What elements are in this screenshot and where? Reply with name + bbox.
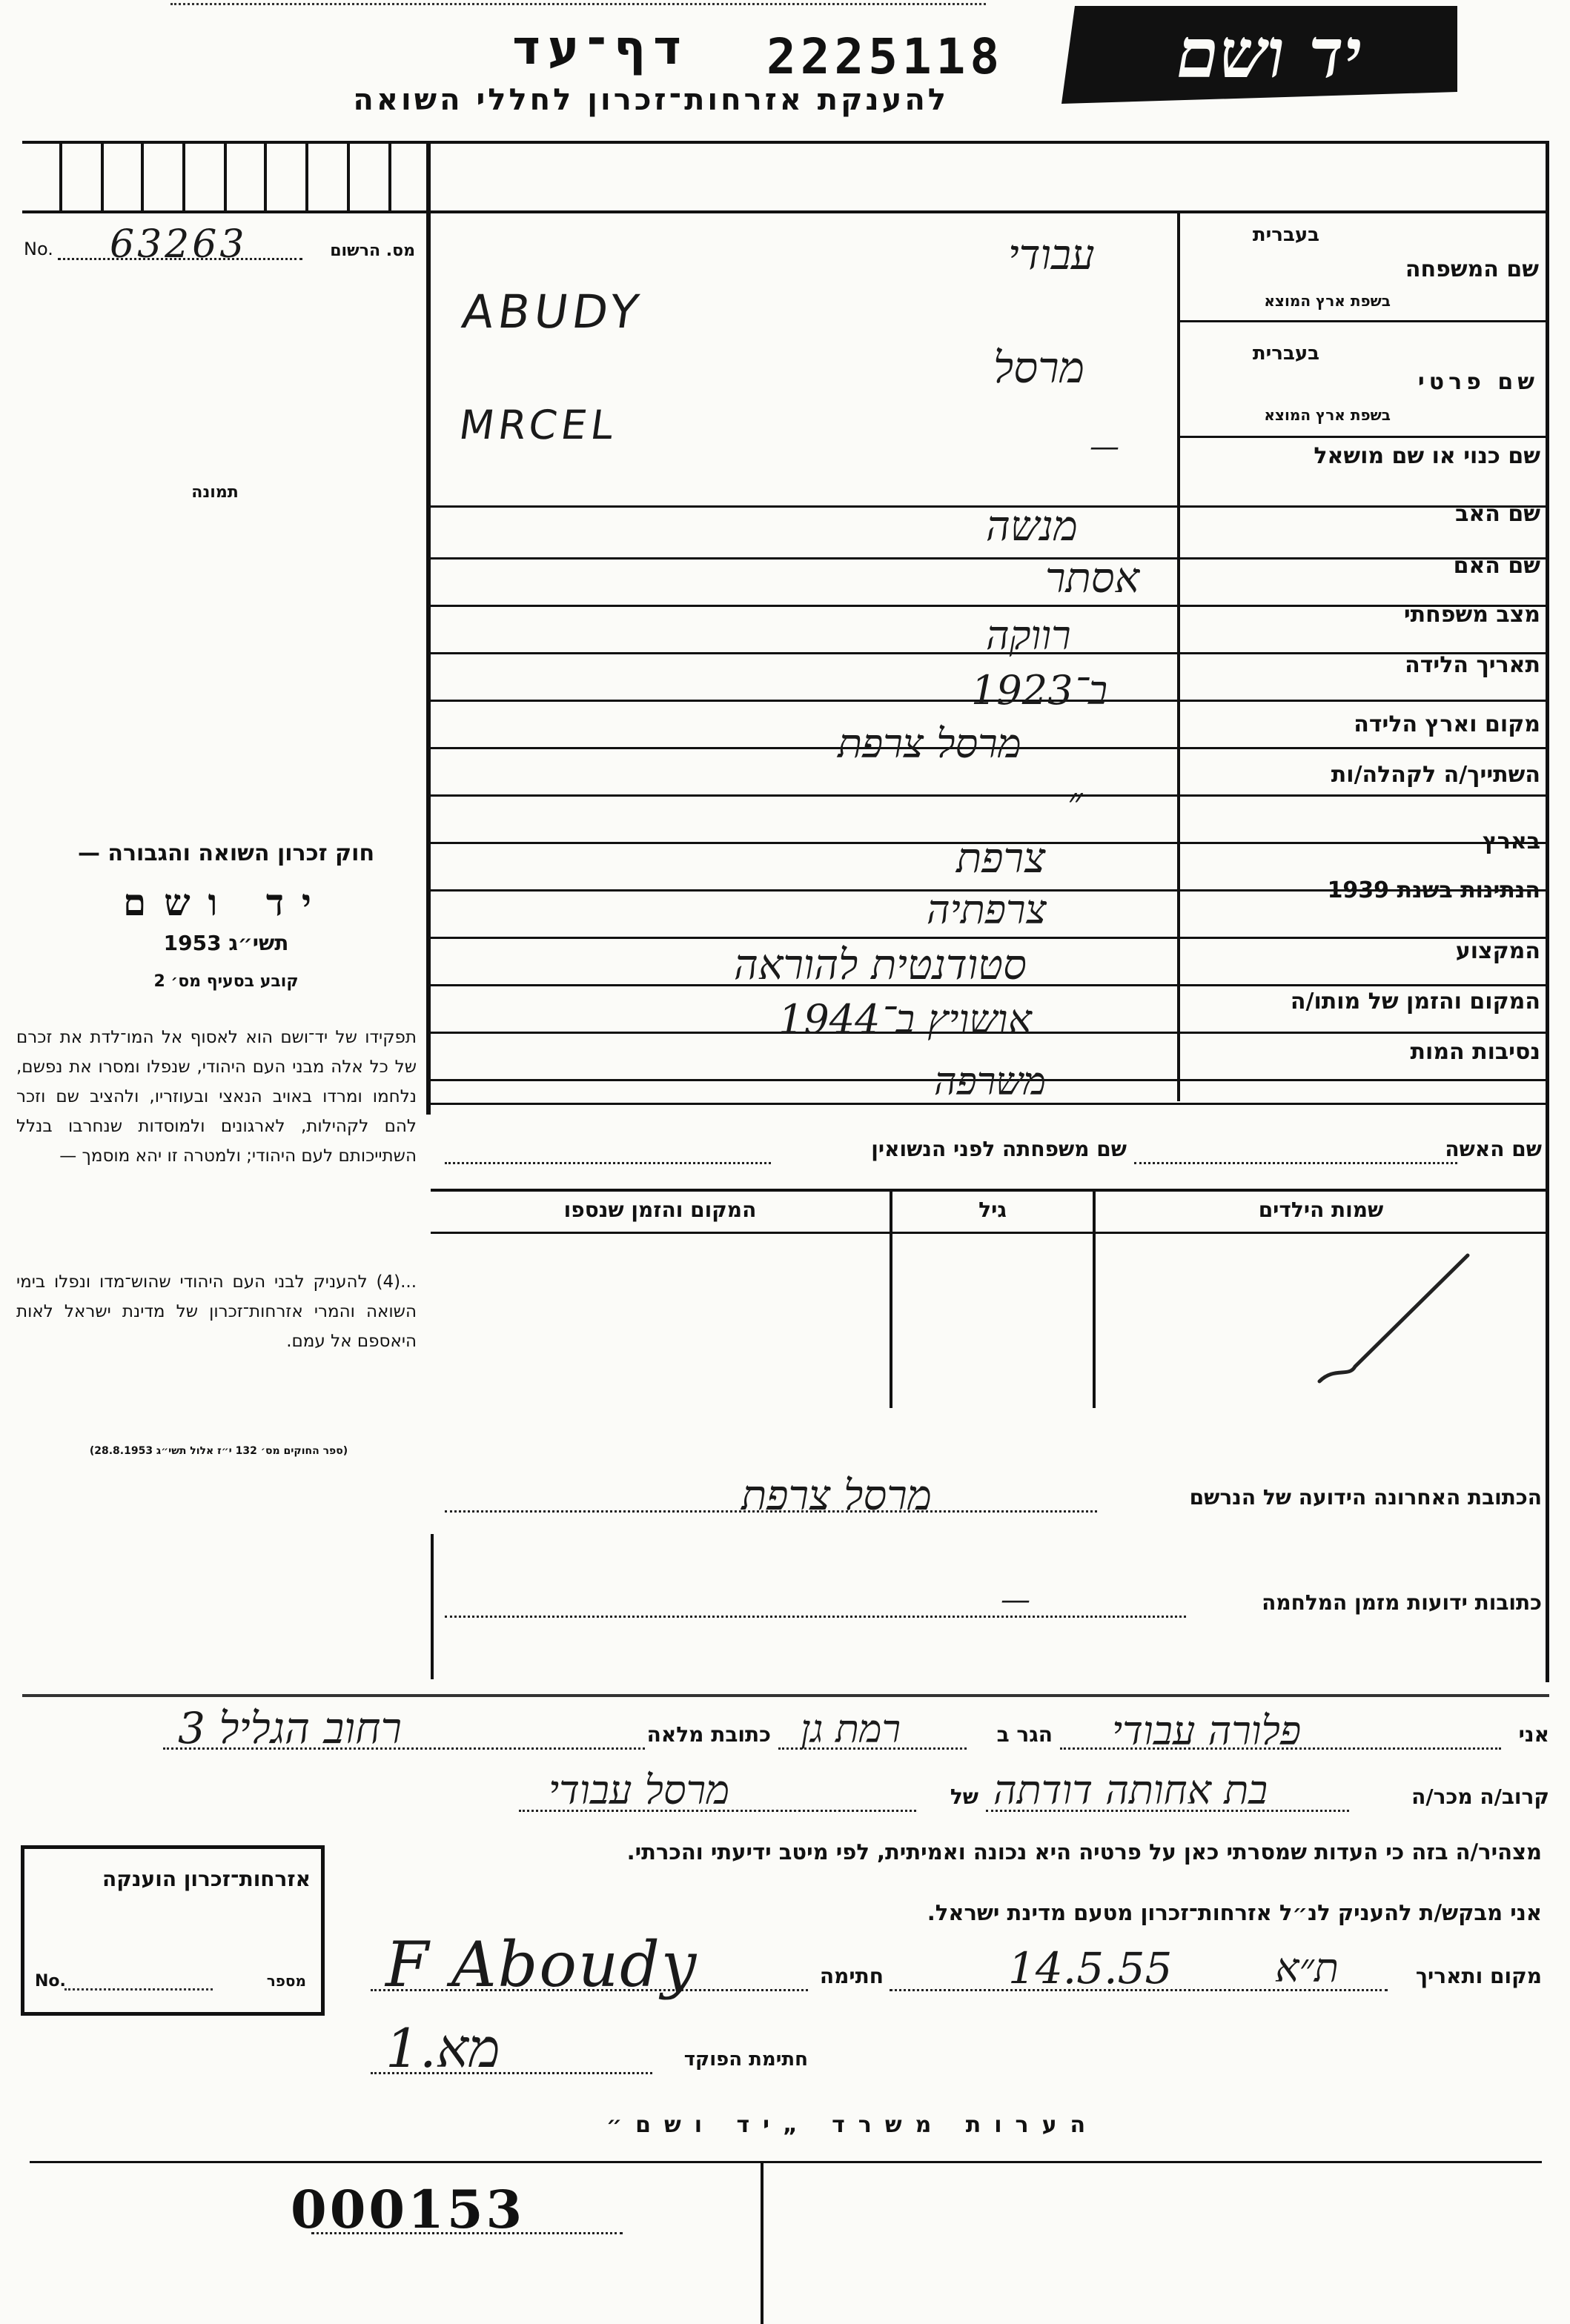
request-text: אני מבקש/ת להעניק לנ״ל אזרחות־זכרון מטעם מדינת ישראל. — [927, 1900, 1542, 1925]
country-label: בארץ — [1482, 829, 1540, 854]
birthplace-value: מרסל צרפת — [838, 720, 1021, 767]
officer-signature: מא.1 — [385, 2017, 500, 2079]
relation-of-label: של — [950, 1784, 978, 1809]
children-age-header: גיל — [978, 1198, 1007, 1222]
hatch-block — [22, 142, 426, 212]
last-address-value: מרסל צרפת — [741, 1472, 932, 1520]
declarant-city: רמת גן — [801, 1707, 901, 1752]
children-strikethrough — [1312, 1248, 1490, 1396]
marital-status-label: מצב משפחתי — [1403, 602, 1540, 628]
law-source: (ספר החוקים מס׳ 132 י״ז אלול תשי״ג 28.8.1953) — [89, 1445, 348, 1457]
full-address-label: כתובת מלאה — [646, 1722, 771, 1747]
in-hebrew-label-1: בעברית — [1252, 224, 1319, 246]
serial-number: 000153 — [291, 2179, 526, 2240]
last-address-label: הכתובת האחרונה הידועה של הנרשם — [1189, 1485, 1542, 1510]
death-cause-label: נסיבות המות — [1410, 1039, 1540, 1065]
community-label: השתייך/ה לקהלה/ות — [1331, 762, 1540, 788]
mother-label: שם האם — [1453, 553, 1540, 579]
law-section: קובע בסעיף מס׳ 2 — [153, 972, 299, 991]
war-address-label: כתובות ידועות מזמן המלחמה — [1262, 1590, 1542, 1615]
registration-no-label: No. — [24, 239, 53, 259]
place-date-label: מקום ותאריך — [1415, 1964, 1542, 1988]
doc-number: 2225118 — [766, 28, 1004, 85]
declarant-name: פלורה עבודי — [1112, 1707, 1302, 1754]
wife-maiden-label: שם משפחתה לפני הנשואין — [871, 1137, 1127, 1161]
declarant-signature: F Aboudy — [385, 1928, 698, 2001]
father-label: שם האב — [1455, 501, 1540, 527]
father-value: מנשה — [986, 502, 1078, 551]
surname-latin: ABUDY — [458, 285, 646, 339]
citizenship-label: הנתינות בשנת 1939 — [1327, 877, 1540, 903]
firstname-latin: MRCEL — [456, 402, 621, 448]
yad-vashem-logo — [1061, 3, 1457, 107]
death-place-label: המקום והזמן של מותו/ה — [1290, 989, 1540, 1015]
signature-label: חתימה — [819, 1964, 884, 1988]
firstname-hebrew: מרסל — [993, 342, 1084, 393]
stamp-box-mispar: מספר — [266, 1972, 306, 1990]
birthplace-label: מקום וארץ הלידה — [1354, 711, 1540, 737]
declaration-place: ת״א — [1275, 1945, 1339, 1991]
relation-label: קרוב/ה מכר/ה — [1411, 1784, 1549, 1809]
relation-value: בת אחותה דודתה — [993, 1767, 1268, 1813]
resides-label: הגר ב — [996, 1722, 1053, 1747]
stamp-box-title: אזרחות־זכרון הוענקה — [102, 1867, 311, 1891]
nickname-label: שם כנוי או שם מושאל — [1314, 443, 1540, 469]
children-place-header: המקום והזמן שנספו — [563, 1198, 757, 1222]
law-yad-vashem: יד ושם — [123, 880, 329, 924]
registration-label: מס. הרשום — [330, 242, 415, 260]
wife-label: שם האשה — [1445, 1137, 1542, 1161]
registration-number: 63263 — [110, 222, 248, 267]
relation-of-name: מרסל עבודי — [549, 1767, 730, 1813]
officer-signature-label: חתימת הפוקד — [683, 2048, 808, 2071]
community-value: ״ — [1067, 778, 1083, 825]
marital-status-value: רווקה — [986, 612, 1071, 659]
mother-value: אסתר — [1045, 554, 1140, 602]
stamp-box-no: No. — [35, 1972, 66, 1991]
origin-lang-label-2: בשפת ארץ המוצא — [1264, 406, 1391, 424]
law-paragraph-2: ...(4) להעניק לבני העם היהודי שהוש־מדו ונפלו בימי השואה והמרי אזרחות־זכרון של מדינת ישראל לאות היאספם אל עמם. — [16, 1272, 417, 1351]
law-title: חוק זכרון השואה והגבורה — — [77, 840, 375, 866]
nickname-value: — — [1090, 430, 1119, 464]
memorial-citizenship-box — [21, 1845, 325, 2016]
photo-label: תמונה — [191, 483, 239, 502]
doc-title: דף־עד — [512, 21, 689, 76]
doc-subtitle: להענקת אזרחות־זכרון לחללי השואה — [353, 83, 949, 117]
country-value: צרפת — [956, 834, 1046, 883]
surname-hebrew: עבודי — [1008, 231, 1095, 279]
in-hebrew-label-2: בעברית — [1252, 342, 1319, 365]
top-cut-line — [170, 0, 986, 5]
profession-value: סטודנטית להוראה — [734, 941, 1027, 989]
war-address-value: — — [1001, 1583, 1030, 1617]
office-notes-title: הערות משרד „יד ושם״ — [606, 2112, 1099, 2138]
surname-label: שם המשפחה — [1405, 256, 1539, 282]
firstname-label: שם פרטי — [1417, 369, 1539, 395]
death-place-value: אושויץ ב־1944 — [778, 996, 1032, 1043]
declaration-date: 14.5.55 — [1008, 1943, 1173, 1993]
declarant-address: רחוב הגליל 3 — [178, 1703, 402, 1753]
children-names-header: שמות הילדים — [1258, 1198, 1384, 1222]
origin-lang-label-1: בשפת ארץ המוצא — [1264, 292, 1391, 310]
death-cause-value: משרפה — [934, 1060, 1046, 1104]
birthdate-value: ב־1923 — [971, 667, 1108, 714]
law-year: תשי״ג 1953 — [163, 931, 289, 955]
declaration-text: מצהיר/ה בזה כי העדות שמסרתי כאן על פרטיה היא נכונה ואמיתית, לפי מיטב ידיעתי והכרתי. — [626, 1839, 1542, 1865]
birthdate-label: תאריך הלידה — [1405, 652, 1540, 678]
declarant-ani-label: אני — [1518, 1722, 1549, 1747]
profession-label: המקצוע — [1455, 938, 1540, 964]
law-paragraph-1: תפקידו של יד־ושם הוא לאסוף אל המו־לדת את זכרם של כל אלה מבני העם היהודי, שנפלו ומסרו את נפשם, נלחמו ומרדו באויב הנאצי ובעוזריו, ולהציב שם וזכר להם לקהילות, לארגונים ולמוסדות שנחרבו בנלל השתייכותם לעם היהודי; ולמטרה זו יהא מוסמך — — [16, 1028, 417, 1166]
citizenship-value: צרפתיה — [927, 886, 1047, 933]
logo-text: יד ושם — [1176, 13, 1362, 93]
